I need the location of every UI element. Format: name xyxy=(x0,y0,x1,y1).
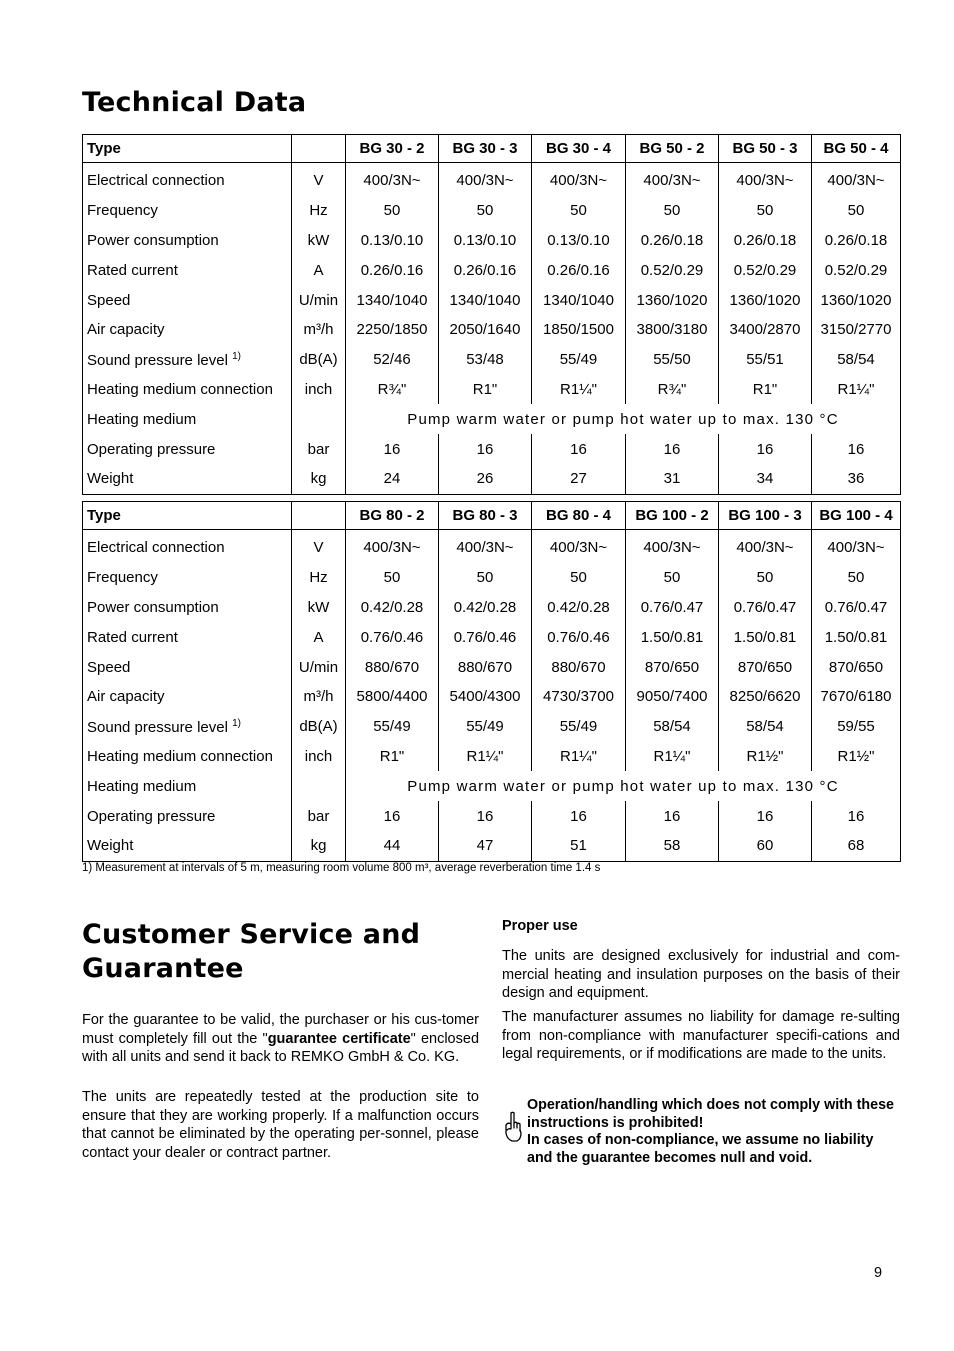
row-unit: m³/h xyxy=(292,682,346,712)
table-cell: 26 xyxy=(439,464,532,494)
table-row xyxy=(83,434,901,464)
row-label: Heating medium connection xyxy=(83,742,292,772)
column-header-model: BG 50 - 2 xyxy=(626,135,719,163)
table-cell: 0.42/0.28 xyxy=(532,593,626,623)
table-cell: 31 xyxy=(626,464,719,494)
column-header-model: BG 50 - 3 xyxy=(719,135,812,163)
table-cell: 0.42/0.28 xyxy=(439,593,532,623)
table-cell: 0.52/0.29 xyxy=(719,255,812,285)
table-cell: 16 xyxy=(532,801,626,831)
table-row xyxy=(83,831,901,861)
table-cell: 55/49 xyxy=(346,712,439,742)
row-unit: A xyxy=(292,255,346,285)
warning-line-1: Operation/handling which does not comply with these instructions is prohibited! xyxy=(527,1097,894,1131)
table-cell: 47 xyxy=(439,831,532,861)
row-label xyxy=(83,712,292,742)
table-row xyxy=(83,315,901,345)
liability-paragraph: The manufacturer assumes no liability for damage re-sulting from non-compliance with manufacturer specifi-cations and legal requirements, or if modifications are made to the units. xyxy=(502,1009,900,1062)
guarantee-text-b: " enclosed with all units and send it back to REMKO GmbH & Co. KG. xyxy=(82,1030,480,1065)
table-cell: R1¼" xyxy=(439,742,532,772)
table-row xyxy=(83,652,901,682)
table-cell: 1340/1040 xyxy=(439,285,532,315)
row-label: Heating medium xyxy=(83,404,292,434)
footnote-marker: 1) xyxy=(232,350,241,362)
table-row xyxy=(83,593,901,623)
table-cell: 3150/2770 xyxy=(812,315,901,345)
table-cell: 400/3N~ xyxy=(439,530,532,563)
table-row xyxy=(83,622,901,652)
table-cell: 1340/1040 xyxy=(532,285,626,315)
footnote: 1) Measurement at intervals of 5 m, measuring room volume 800 m³, average reverberation time 1.4 s xyxy=(82,862,601,874)
column-header-model: BG 30 - 3 xyxy=(439,135,532,163)
technical-data-table-bg30-bg50 xyxy=(82,134,901,495)
table-cell: 880/670 xyxy=(439,652,532,682)
table-cell: 5800/4400 xyxy=(346,682,439,712)
table-cell: 0.13/0.10 xyxy=(439,226,532,256)
table-cell: 16 xyxy=(626,434,719,464)
table-row xyxy=(83,682,901,712)
row-unit xyxy=(292,771,346,801)
table-cell: 50 xyxy=(532,196,626,226)
table-cell: 16 xyxy=(812,801,901,831)
row-unit: kg xyxy=(292,464,346,494)
warning-line-2: In cases of non-compliance, we assume no liability and the guarantee becomes null and void. xyxy=(527,1132,874,1166)
row-unit: Hz xyxy=(292,563,346,593)
guarantee-certificate-term: guarantee certificate xyxy=(267,1030,411,1047)
table-cell: 50 xyxy=(812,196,901,226)
table-cell: 50 xyxy=(346,196,439,226)
table-cell: 50 xyxy=(532,563,626,593)
guarantee-text-a: For the guarantee to be valid, the purchaser or his cus-tomer must completely fill out the " xyxy=(82,1012,479,1047)
table-cell: 0.26/0.18 xyxy=(719,226,812,256)
row-label: Rated current xyxy=(83,255,292,285)
table-cell: 400/3N~ xyxy=(812,163,901,196)
warning-notice xyxy=(502,1097,900,1167)
table-cell: 400/3N~ xyxy=(532,163,626,196)
table-cell: 16 xyxy=(346,434,439,464)
row-unit: V xyxy=(292,163,346,196)
heating-medium-value: Pump warm water or pump hot water up to max. 130 °C xyxy=(346,404,901,434)
row-label: Electrical connection xyxy=(83,530,292,563)
table-row xyxy=(83,712,901,742)
row-unit: inch xyxy=(292,742,346,772)
column-header-model: BG 30 - 2 xyxy=(346,135,439,163)
column-header-type: Type xyxy=(83,135,292,163)
table-cell: 400/3N~ xyxy=(346,163,439,196)
row-unit: U/min xyxy=(292,652,346,682)
table-cell: 0.13/0.10 xyxy=(346,226,439,256)
column-header-model: BG 80 - 3 xyxy=(439,502,532,530)
row-unit: kW xyxy=(292,593,346,623)
page-number: 9 xyxy=(874,1265,883,1281)
table-row xyxy=(83,771,901,801)
table-cell: R1" xyxy=(719,375,812,405)
table-cell: 58/54 xyxy=(626,712,719,742)
row-unit: U/min xyxy=(292,285,346,315)
table-cell: 1.50/0.81 xyxy=(719,622,812,652)
table-row xyxy=(83,742,901,772)
table-cell: 51 xyxy=(532,831,626,861)
table-cell: R1" xyxy=(439,375,532,405)
table-cell: 0.76/0.46 xyxy=(532,622,626,652)
table-cell: 0.26/0.16 xyxy=(439,255,532,285)
table-cell: 53/48 xyxy=(439,345,532,375)
row-label: Frequency xyxy=(83,563,292,593)
column-header-model: BG 50 - 4 xyxy=(812,135,901,163)
table-cell: 0.42/0.28 xyxy=(346,593,439,623)
page-title: Technical Data xyxy=(82,87,307,118)
table-cell: 59/55 xyxy=(812,712,901,742)
table-cell: 1.50/0.81 xyxy=(626,622,719,652)
proper-use-heading: Proper use xyxy=(502,918,578,934)
table-row xyxy=(83,255,901,285)
table-cell: R¾" xyxy=(626,375,719,405)
table-cell: 16 xyxy=(719,801,812,831)
footnote-marker: 1) xyxy=(232,717,241,729)
row-unit: dB(A) xyxy=(292,345,346,375)
table-cell: 1850/1500 xyxy=(532,315,626,345)
table-cell: R1¼" xyxy=(626,742,719,772)
table-cell: 0.76/0.47 xyxy=(812,593,901,623)
row-unit: m³/h xyxy=(292,315,346,345)
row-unit: dB(A) xyxy=(292,712,346,742)
table-cell: 1360/1020 xyxy=(626,285,719,315)
heating-medium-value: Pump warm water or pump hot water up to max. 130 °C xyxy=(346,771,901,801)
table-cell: 0.13/0.10 xyxy=(532,226,626,256)
table-cell: 0.76/0.47 xyxy=(626,593,719,623)
table-cell: 50 xyxy=(812,563,901,593)
table-row xyxy=(83,801,901,831)
technical-data-table-bg80-bg100 xyxy=(82,501,901,862)
table-cell: 0.76/0.46 xyxy=(439,622,532,652)
table-cell: 58/54 xyxy=(719,712,812,742)
table-cell: 16 xyxy=(439,801,532,831)
row-unit: inch xyxy=(292,375,346,405)
table-cell: 27 xyxy=(532,464,626,494)
table-row xyxy=(83,404,901,434)
table-cell: 55/49 xyxy=(439,712,532,742)
guarantee-paragraph xyxy=(82,1011,479,1067)
table-cell: 68 xyxy=(812,831,901,861)
table-cell: 2050/1640 xyxy=(439,315,532,345)
row-unit: A xyxy=(292,622,346,652)
table-cell: 50 xyxy=(719,563,812,593)
row-unit xyxy=(292,404,346,434)
table-cell: 52/46 xyxy=(346,345,439,375)
table-cell: R1½" xyxy=(812,742,901,772)
row-label: Power consumption xyxy=(83,226,292,256)
column-header-model: BG 100 - 4 xyxy=(812,502,901,530)
table-cell: 16 xyxy=(719,434,812,464)
table-cell: 1360/1020 xyxy=(812,285,901,315)
row-label: Speed xyxy=(83,285,292,315)
row-label-text: Sound pressure level xyxy=(87,718,228,736)
table-row xyxy=(83,226,901,256)
table-cell: 50 xyxy=(719,196,812,226)
table-cell: 55/50 xyxy=(626,345,719,375)
column-header-unit xyxy=(292,502,346,530)
table-cell: 50 xyxy=(439,196,532,226)
table-header-row xyxy=(83,502,901,530)
table-cell: 400/3N~ xyxy=(626,530,719,563)
table-cell: 50 xyxy=(439,563,532,593)
table-cell: 16 xyxy=(346,801,439,831)
table-cell: 0.26/0.16 xyxy=(532,255,626,285)
table-row xyxy=(83,163,901,196)
table-cell: 5400/4300 xyxy=(439,682,532,712)
table-cell: 880/670 xyxy=(346,652,439,682)
table-row xyxy=(83,563,901,593)
row-label: Weight xyxy=(83,464,292,494)
column-header-model: BG 80 - 4 xyxy=(532,502,626,530)
table-cell: 58/54 xyxy=(812,345,901,375)
table-cell: 400/3N~ xyxy=(532,530,626,563)
table-cell: 8250/6620 xyxy=(719,682,812,712)
table-cell: R1¼" xyxy=(532,375,626,405)
table-header-row xyxy=(83,135,901,163)
table-cell: 0.52/0.29 xyxy=(812,255,901,285)
row-unit: V xyxy=(292,530,346,563)
table-cell: 870/650 xyxy=(719,652,812,682)
table-cell: 55/49 xyxy=(532,345,626,375)
table-cell: 0.26/0.16 xyxy=(346,255,439,285)
row-label: Operating pressure xyxy=(83,801,292,831)
proper-use-paragraph: The units are designed exclusively for industrial and com-mercial heating and insulation purposes on the basis of their design and equipment. xyxy=(502,948,900,1001)
row-label-text: Sound pressure level xyxy=(87,351,228,369)
table-cell: 400/3N~ xyxy=(812,530,901,563)
row-label: Rated current xyxy=(83,622,292,652)
table-cell: 0.26/0.18 xyxy=(812,226,901,256)
row-unit: bar xyxy=(292,801,346,831)
table-cell: 50 xyxy=(346,563,439,593)
table-cell: 870/650 xyxy=(812,652,901,682)
row-unit: bar xyxy=(292,434,346,464)
table-cell: 0.52/0.29 xyxy=(626,255,719,285)
testing-paragraph: The units are repeatedly tested at the production site to ensure that they are working properly. If a malfunction occurs that cannot be eliminated by the operating per-sonnel, please contact your dealer or contract partner. xyxy=(82,1089,479,1161)
table-cell: 55/49 xyxy=(532,712,626,742)
table-cell: 400/3N~ xyxy=(719,163,812,196)
table-cell: 16 xyxy=(532,434,626,464)
table-cell: 0.76/0.47 xyxy=(719,593,812,623)
section-title-customer-service: Customer Service and Guarantee xyxy=(82,919,421,984)
table-cell: 400/3N~ xyxy=(719,530,812,563)
table-cell: 0.76/0.46 xyxy=(346,622,439,652)
column-header-model: BG 80 - 2 xyxy=(346,502,439,530)
row-unit: kg xyxy=(292,831,346,861)
table-cell: 60 xyxy=(719,831,812,861)
table-row xyxy=(83,464,901,494)
table-cell: R1¼" xyxy=(812,375,901,405)
row-label: Air capacity xyxy=(83,315,292,345)
table-cell: 1360/1020 xyxy=(719,285,812,315)
row-label: Air capacity xyxy=(83,682,292,712)
table-row xyxy=(83,530,901,563)
row-unit: Hz xyxy=(292,196,346,226)
row-label: Operating pressure xyxy=(83,434,292,464)
table-row xyxy=(83,375,901,405)
row-label: Electrical connection xyxy=(83,163,292,196)
column-header-model: BG 100 - 2 xyxy=(626,502,719,530)
table-cell: 3800/3180 xyxy=(626,315,719,345)
table-row xyxy=(83,196,901,226)
table-cell: 58 xyxy=(626,831,719,861)
table-cell: R1" xyxy=(346,742,439,772)
table-cell: 0.26/0.18 xyxy=(626,226,719,256)
pointing-hand-icon xyxy=(502,1111,524,1145)
table-cell: 16 xyxy=(439,434,532,464)
row-label: Speed xyxy=(83,652,292,682)
table-cell: 870/650 xyxy=(626,652,719,682)
table-cell: 400/3N~ xyxy=(626,163,719,196)
column-header-type: Type xyxy=(83,502,292,530)
row-unit: kW xyxy=(292,226,346,256)
table-cell: 55/51 xyxy=(719,345,812,375)
table-row xyxy=(83,285,901,315)
row-label: Weight xyxy=(83,831,292,861)
table-cell: 4730/3700 xyxy=(532,682,626,712)
row-label: Heating medium connection xyxy=(83,375,292,405)
table-cell: 50 xyxy=(626,563,719,593)
table-cell: 3400/2870 xyxy=(719,315,812,345)
column-header-model: BG 30 - 4 xyxy=(532,135,626,163)
row-label: Heating medium xyxy=(83,771,292,801)
table-cell: 400/3N~ xyxy=(346,530,439,563)
table-cell: 24 xyxy=(346,464,439,494)
table-cell: R1½" xyxy=(719,742,812,772)
table-cell: 2250/1850 xyxy=(346,315,439,345)
table-cell: 36 xyxy=(812,464,901,494)
row-label: Power consumption xyxy=(83,593,292,623)
table-cell: 16 xyxy=(626,801,719,831)
table-cell: 880/670 xyxy=(532,652,626,682)
table-cell: R¾" xyxy=(346,375,439,405)
table-cell: 1.50/0.81 xyxy=(812,622,901,652)
column-header-unit xyxy=(292,135,346,163)
table-cell: 16 xyxy=(812,434,901,464)
table-cell: 1340/1040 xyxy=(346,285,439,315)
table-cell: 400/3N~ xyxy=(439,163,532,196)
table-row xyxy=(83,345,901,375)
table-cell: 34 xyxy=(719,464,812,494)
column-header-model: BG 100 - 3 xyxy=(719,502,812,530)
row-label xyxy=(83,345,292,375)
table-cell: R1¼" xyxy=(532,742,626,772)
table-cell: 9050/7400 xyxy=(626,682,719,712)
table-cell: 50 xyxy=(626,196,719,226)
table-cell: 44 xyxy=(346,831,439,861)
row-label: Frequency xyxy=(83,196,292,226)
table-cell: 7670/6180 xyxy=(812,682,901,712)
